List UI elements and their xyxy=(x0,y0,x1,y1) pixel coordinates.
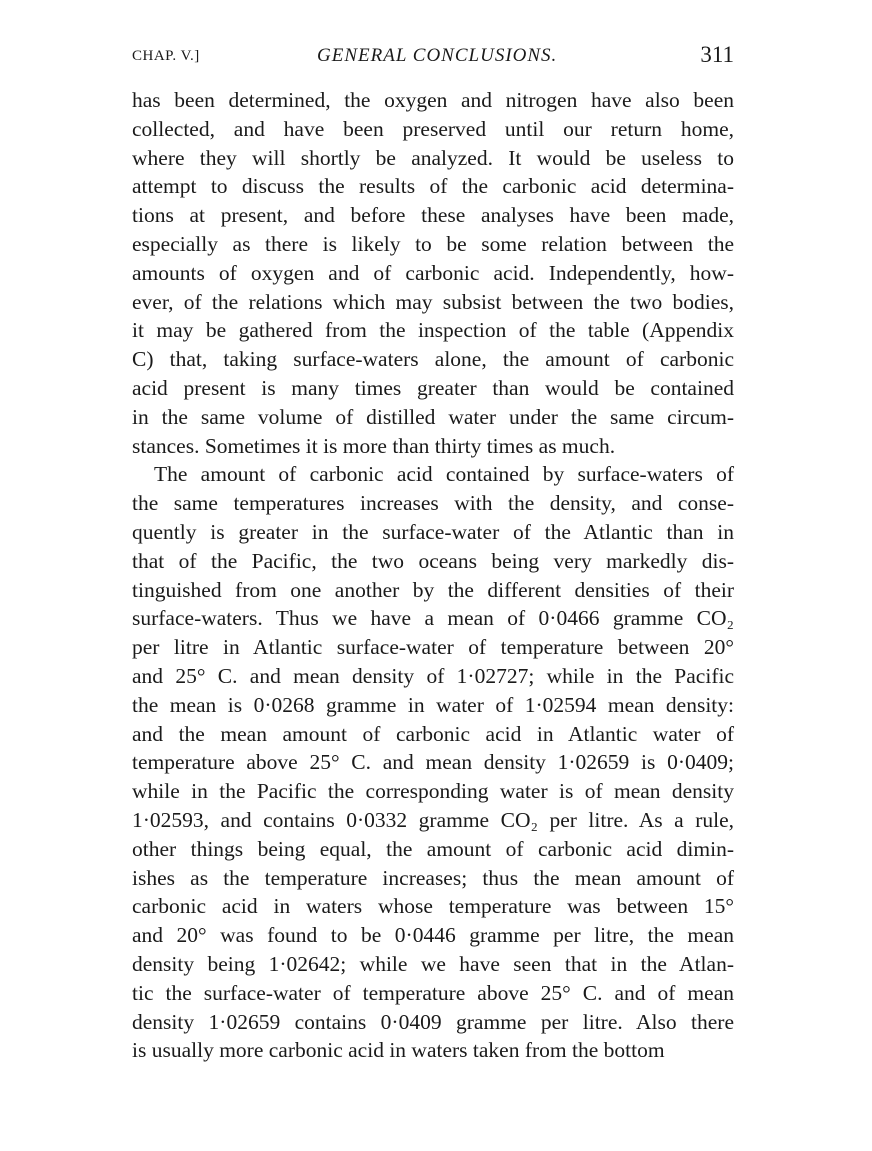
text-line: and 20° was found to be 0·0446 gramme per litre, the mean xyxy=(132,923,734,948)
text-line: tic the surface-water of temperature above 25° C. and of mean xyxy=(132,980,734,1005)
text-line: while in the Pacific the corresponding water is of mean density xyxy=(132,779,734,804)
text-line: per litre in Atlantic surface-water of temperature between 20° xyxy=(132,635,734,660)
text-line: the mean is 0·0268 gramme in water of 1·02594 mean density: xyxy=(132,692,734,717)
text-line: 1·02593, and contains 0·0332 gramme CO₂ per litre. As a rule, xyxy=(132,807,734,832)
text-line: acid present is many times greater than would be contained xyxy=(132,375,734,400)
text-line: ever, of the relations which may subsist between the two bodies, xyxy=(132,289,734,314)
text-line: it may be gathered from the inspection of the table (Appendix xyxy=(132,318,734,343)
text-line: tions at present, and before these analyses have been made, xyxy=(132,203,734,228)
text-line: quently is greater in the surface-water of the Atlantic than in xyxy=(132,519,734,544)
text-line: stances. Sometimes it is more than thirty times as much. xyxy=(132,433,616,458)
running-title: GENERAL CONCLUSIONS. xyxy=(317,45,558,66)
text-line: especially as there is likely to be some relation between the xyxy=(132,231,734,256)
text-line: other things being equal, the amount of carbonic acid dimin- xyxy=(132,836,734,861)
running-header xyxy=(132,40,734,76)
text-line: temperature above 25° C. and mean density 1·02659 is 0·0409; xyxy=(132,750,734,775)
text-line: The amount of carbonic acid contained by surface-waters of xyxy=(154,462,734,487)
text-line: and 25° C. and mean density of 1·02727; while in the Pacific xyxy=(132,663,734,688)
page-number: 311 xyxy=(700,42,734,67)
text-line: density 1·02659 contains 0·0409 gramme per litre. Also there xyxy=(132,1009,734,1034)
text-line: that of the Pacific, the two oceans being very markedly dis- xyxy=(132,548,734,573)
chapter-label: CHAP. V.] xyxy=(132,48,200,64)
text-line: amounts of oxygen and of carbonic acid. Independently, how- xyxy=(132,260,734,285)
text-line: is usually more carbonic acid in waters taken from the bottom xyxy=(132,1038,665,1063)
text-line: collected, and have been preserved until our return home, xyxy=(132,116,734,141)
text-line: C) that, taking surface-waters alone, the amount of carbonic xyxy=(132,347,734,372)
text-line: attempt to discuss the results of the carbonic acid determina- xyxy=(132,174,734,199)
text-line: has been determined, the oxygen and nitrogen have also been xyxy=(132,88,734,112)
body-text xyxy=(132,86,734,1065)
text-line: the same temperatures increases with the density, and conse- xyxy=(132,491,734,516)
text-line: carbonic acid in waters whose temperature was between 15° xyxy=(132,894,734,919)
text-line: where they will shortly be analyzed. It would be useless to xyxy=(132,145,734,170)
text-line: tinguished from one another by the different densities of their xyxy=(132,577,734,602)
text-line: in the same volume of distilled water under the same circum- xyxy=(132,404,734,429)
text-line: density being 1·02642; while we have seen that in the Atlan- xyxy=(132,951,734,976)
text-line: and the mean amount of carbonic acid in Atlantic water of xyxy=(132,721,734,746)
text-line: surface-waters. Thus we have a mean of 0·0466 gramme CO₂ xyxy=(132,606,734,631)
text-line: ishes as the temperature increases; thus the mean amount of xyxy=(132,865,734,890)
